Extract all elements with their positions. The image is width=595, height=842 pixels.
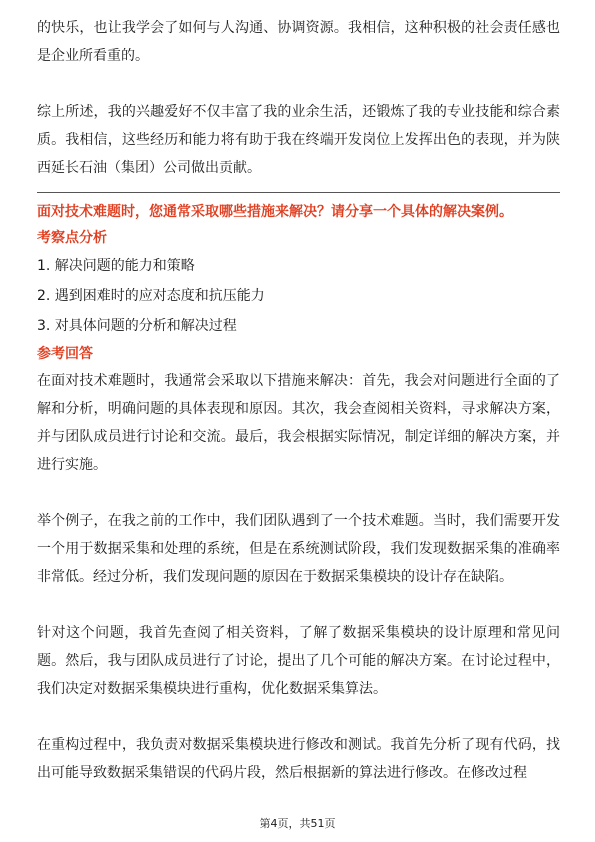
paragraph-gap xyxy=(37,703,560,731)
section-divider xyxy=(37,192,560,193)
paragraph-gap xyxy=(37,479,560,507)
answer-paragraph: 针对这个问题，我首先查阅了相关资料，了解了数据采集模块的设计原理和常见问题。然后，我与团队成员进行了讨论，提出了几个可能的解决方案。在讨论过程中，我们决定对数据采集模块进行重构，优化数据采集算法。 xyxy=(37,625,560,697)
answer-paragraph: 在重构过程中，我负责对数据采集模块进行修改和测试。我首先分析了现有代码，找出可能导致数据采集错误的代码片段，然后根据新的算法进行修改。在修改过程 xyxy=(37,737,560,781)
analysis-item: 3. 对具体问题的分析和解决过程 xyxy=(37,318,237,334)
paragraph-gap xyxy=(37,591,560,619)
paragraph-gap xyxy=(37,70,560,98)
intro-paragraph: 的快乐，也让我学会了如何与人沟通、协调资源。我相信，这种积极的社会责任感也是企业所看重的。 xyxy=(37,20,560,64)
analysis-item: 2. 遇到困难时的应对态度和抗压能力 xyxy=(37,288,265,304)
intro-paragraph: 综上所述，我的兴趣爱好不仅丰富了我的业余生活，还锻炼了我的专业技能和综合素质。我相信，这些经历和能力将有助于我在终端开发岗位上发挥出色的表现，并为陕西延长石油（集团）公司做出贡献。 xyxy=(37,104,560,176)
question-heading: 面对技术难题时，您通常采取哪些措施来解决？请分享一个具体的解决案例。 xyxy=(37,204,513,220)
analysis-item: 1. 解决问题的能力和策略 xyxy=(37,258,195,274)
answer-paragraph: 在面对技术难题时，我通常会采取以下措施来解决：首先，我会对问题进行全面的了解和分析，明确问题的具体表现和原因。其次，我会查阅相关资料，寻求解决方案，并与团队成员进行讨论和交流。最后，我会根据实际情况，制定详细的解决方案，并进行实施。 xyxy=(37,373,560,473)
page-number-footer: 第4页，共51页 xyxy=(259,817,336,830)
answer-paragraph: 举个例子，在我之前的工作中，我们团队遇到了一个技术难题。当时，我们需要开发一个用于数据采集和处理的系统，但是在系统测试阶段，我们发现数据采集的准确率非常低。经过分析，我们发现问题的原因在于数据采集模块的设计存在缺陷。 xyxy=(37,513,560,585)
page-content xyxy=(37,14,560,787)
analysis-label: 考察点分析 xyxy=(37,230,107,246)
answer-label: 参考回答 xyxy=(37,346,93,362)
